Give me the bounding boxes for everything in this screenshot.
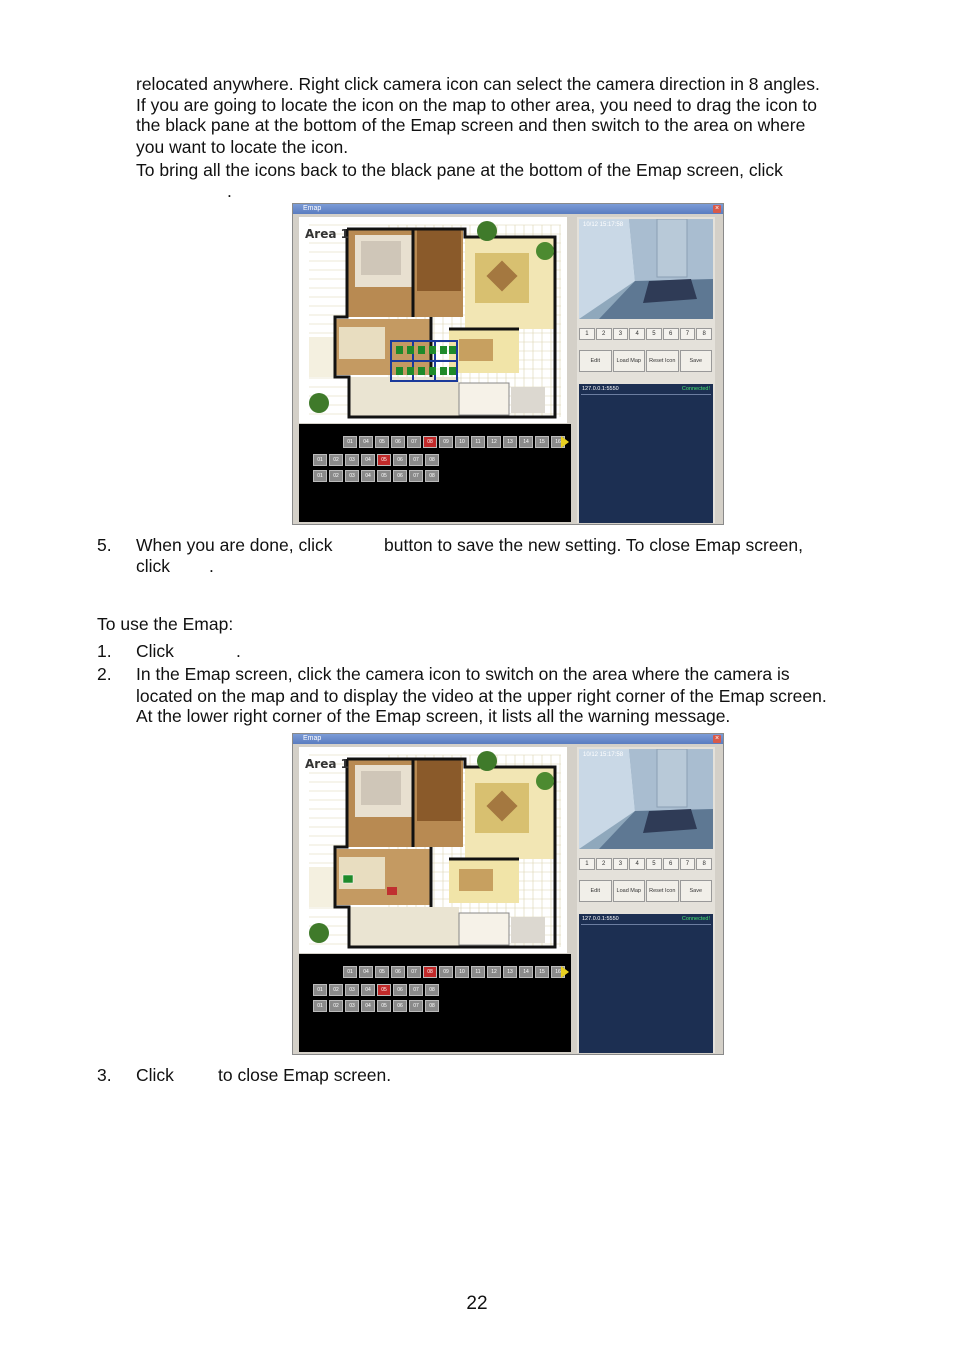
camera-icon[interactable]: 05 <box>377 984 391 996</box>
camera-icon[interactable]: 08 <box>425 1000 439 1012</box>
camera-icon[interactable]: 07 <box>407 966 421 978</box>
map-area[interactable] <box>299 747 567 953</box>
channel-button[interactable]: 2 <box>596 858 612 870</box>
camera-icon[interactable]: 10 <box>455 966 469 978</box>
emap-screenshot-edit <box>292 203 724 525</box>
connection-status: Connected! <box>681 386 710 392</box>
camera-icon[interactable]: 01 <box>313 984 327 996</box>
camera-icon[interactable]: 06 <box>391 436 405 448</box>
body-text-line: To bring all the icons back to the black pane at the bottom of the Emap screen, click <box>136 160 783 180</box>
step-text: At the lower right corner of the Emap screen, it lists all the warning message. <box>136 706 731 726</box>
step-number: 2. <box>97 664 112 684</box>
emap-screenshot-use <box>292 733 724 1055</box>
section-heading: To use the Emap: <box>97 614 234 634</box>
scroll-right-arrow-icon[interactable] <box>561 966 569 978</box>
window-title: Emap <box>303 735 322 742</box>
step-text: located on the map and to display the video at the upper right corner of the Emap screen. <box>136 686 827 706</box>
emap-button[interactable]: Save <box>680 350 713 372</box>
connection-status: Connected! <box>681 916 710 922</box>
channel-button[interactable]: 4 <box>629 328 645 340</box>
area-label: Area 1 <box>305 227 349 241</box>
video-timestamp: 10/12 15:17:58 <box>583 222 624 228</box>
emap-button[interactable]: Load Map <box>613 350 646 372</box>
page-number: 22 <box>466 1293 488 1314</box>
camera-icon[interactable]: 05 <box>377 454 391 466</box>
close-icon[interactable]: × <box>714 205 720 212</box>
video-display <box>579 749 713 849</box>
camera-icon[interactable]: 01 <box>313 1000 327 1012</box>
camera-icon[interactable]: 08 <box>425 454 439 466</box>
emap-toolbar <box>579 880 713 902</box>
floor-plan-map <box>299 217 567 423</box>
camera-icon[interactable]: 05 <box>377 470 391 482</box>
camera-icon[interactable]: 08 <box>425 470 439 482</box>
step-text-period: . <box>209 556 214 576</box>
step-text: When you are done, click <box>136 535 333 555</box>
camera-icon[interactable]: 13 <box>503 966 517 978</box>
channel-button[interactable]: 5 <box>646 858 662 870</box>
step-text: click <box>136 556 171 576</box>
channel-selector <box>579 858 713 870</box>
camera-icon[interactable]: 05 <box>375 436 389 448</box>
floor-plan-map <box>299 747 567 953</box>
channel-button[interactable]: 1 <box>579 328 595 340</box>
camera-icon[interactable]: 08 <box>423 436 437 448</box>
step-number: 5. <box>97 535 112 555</box>
camera-icon[interactable]: 04 <box>361 454 375 466</box>
camera-icon[interactable]: 11 <box>471 966 485 978</box>
camera-icon[interactable]: 08 <box>423 966 437 978</box>
camera-icon[interactable]: 03 <box>345 1000 359 1012</box>
channel-button[interactable]: 1 <box>579 858 595 870</box>
window-title: Emap <box>303 205 322 212</box>
emap-button[interactable]: Edit <box>579 880 612 902</box>
camera-icon[interactable]: 02 <box>329 454 343 466</box>
step-number: 1. <box>97 641 112 661</box>
warning-message-list <box>579 914 713 1053</box>
channel-button[interactable]: 8 <box>696 328 712 340</box>
camera-icon[interactable]: 02 <box>329 1000 343 1012</box>
camera-video-frame <box>579 749 713 849</box>
emap-button[interactable]: Reset Icon <box>646 350 679 372</box>
area-label: Area 1 <box>305 757 349 771</box>
channel-button[interactable]: 7 <box>680 858 696 870</box>
camera-icon[interactable]: 14 <box>519 436 533 448</box>
window-titlebar <box>293 204 723 214</box>
step-number: 3. <box>97 1065 112 1085</box>
warning-message-list <box>579 384 713 523</box>
camera-icon[interactable]: 05 <box>375 966 389 978</box>
icon-tray-pane[interactable] <box>299 424 571 522</box>
map-area[interactable] <box>299 217 567 423</box>
camera-video-frame <box>579 219 713 319</box>
camera-icon[interactable]: 07 <box>409 454 423 466</box>
camera-icon[interactable]: 07 <box>409 470 423 482</box>
camera-icon[interactable]: 06 <box>391 966 405 978</box>
step-text: In the Emap screen, click the camera icon to switch on the area where the camera is <box>136 664 790 684</box>
step-text: to close Emap screen. <box>218 1065 392 1085</box>
body-text-line: you want to locate the icon. <box>136 137 349 157</box>
right-panel <box>577 217 715 523</box>
camera-icon[interactable]: 04 <box>359 436 373 448</box>
video-timestamp: 10/12 15:17:58 <box>583 752 624 758</box>
camera-icon[interactable]: 14 <box>519 966 533 978</box>
channel-button[interactable]: 3 <box>613 328 629 340</box>
camera-icon[interactable]: 09 <box>439 436 453 448</box>
step-text-period: . <box>236 641 241 661</box>
icon-tray-pane[interactable] <box>299 954 571 1052</box>
body-text-line: relocated anywhere. Right click camera icon can select the camera direction in 8 angles. <box>136 74 820 94</box>
camera-icon[interactable]: 03 <box>345 984 359 996</box>
video-display <box>579 219 713 319</box>
channel-button[interactable]: 8 <box>696 858 712 870</box>
channel-button[interactable]: 5 <box>646 328 662 340</box>
camera-icon[interactable]: 07 <box>407 436 421 448</box>
step-text: Click <box>136 1065 174 1085</box>
camera-icon[interactable]: 06 <box>393 470 407 482</box>
camera-icon[interactable]: 01 <box>343 436 357 448</box>
camera-icon[interactable]: 06 <box>393 984 407 996</box>
camera-icon[interactable]: 04 <box>361 1000 375 1012</box>
channel-selector <box>579 328 713 340</box>
camera-icon[interactable]: 04 <box>359 966 373 978</box>
emap-button[interactable]: Reset Icon <box>646 880 679 902</box>
camera-icon[interactable]: 12 <box>487 436 501 448</box>
channel-button[interactable]: 6 <box>663 858 679 870</box>
camera-icon[interactable]: 13 <box>503 436 517 448</box>
camera-icon[interactable]: 07 <box>409 1000 423 1012</box>
camera-icon[interactable]: 02 <box>329 984 343 996</box>
camera-icon[interactable]: 16 <box>551 436 565 448</box>
channel-button[interactable]: 3 <box>613 858 629 870</box>
body-text-period: . <box>227 181 232 201</box>
camera-icon[interactable]: 07 <box>409 984 423 996</box>
close-icon[interactable]: × <box>714 735 720 742</box>
step-text: Click <box>136 641 174 661</box>
camera-icon[interactable]: 16 <box>551 966 565 978</box>
channel-button[interactable]: 2 <box>596 328 612 340</box>
camera-icon[interactable]: 01 <box>313 470 327 482</box>
camera-icon[interactable]: 03 <box>345 454 359 466</box>
camera-icon[interactable]: 11 <box>471 436 485 448</box>
body-text-line: the black pane at the bottom of the Emap screen and then switch to the area on where <box>136 115 806 135</box>
channel-button[interactable]: 6 <box>663 328 679 340</box>
window-titlebar <box>293 734 723 744</box>
emap-button[interactable]: Save <box>680 880 713 902</box>
scroll-right-arrow-icon[interactable] <box>561 436 569 448</box>
emap-button[interactable]: Load Map <box>613 880 646 902</box>
channel-button[interactable]: 4 <box>629 858 645 870</box>
emap-toolbar <box>579 350 713 372</box>
camera-icon[interactable]: 03 <box>345 470 359 482</box>
body-text-line: If you are going to locate the icon on the map to other area, you need to drag the icon to <box>136 95 818 115</box>
camera-icon[interactable]: 04 <box>361 984 375 996</box>
camera-icon[interactable]: 12 <box>487 966 501 978</box>
camera-icon[interactable]: 10 <box>455 436 469 448</box>
camera-icon[interactable]: 06 <box>393 454 407 466</box>
camera-icon[interactable]: 06 <box>393 1000 407 1012</box>
server-address: 127.0.0.1:5550 <box>582 386 619 392</box>
emap-button[interactable]: Edit <box>579 350 612 372</box>
camera-icon[interactable]: 02 <box>329 470 343 482</box>
camera-icon[interactable]: 15 <box>535 436 549 448</box>
right-panel <box>577 747 715 1053</box>
camera-icon[interactable]: 04 <box>361 470 375 482</box>
camera-icon[interactable]: 01 <box>343 966 357 978</box>
server-address: 127.0.0.1:5550 <box>582 916 619 922</box>
camera-icon[interactable]: 15 <box>535 966 549 978</box>
camera-icon[interactable]: 05 <box>377 1000 391 1012</box>
step-text: button to save the new setting. To close Emap screen, <box>384 535 803 555</box>
camera-icon[interactable]: 01 <box>313 454 327 466</box>
channel-button[interactable]: 7 <box>680 328 696 340</box>
camera-icon[interactable]: 09 <box>439 966 453 978</box>
camera-icon[interactable]: 08 <box>425 984 439 996</box>
